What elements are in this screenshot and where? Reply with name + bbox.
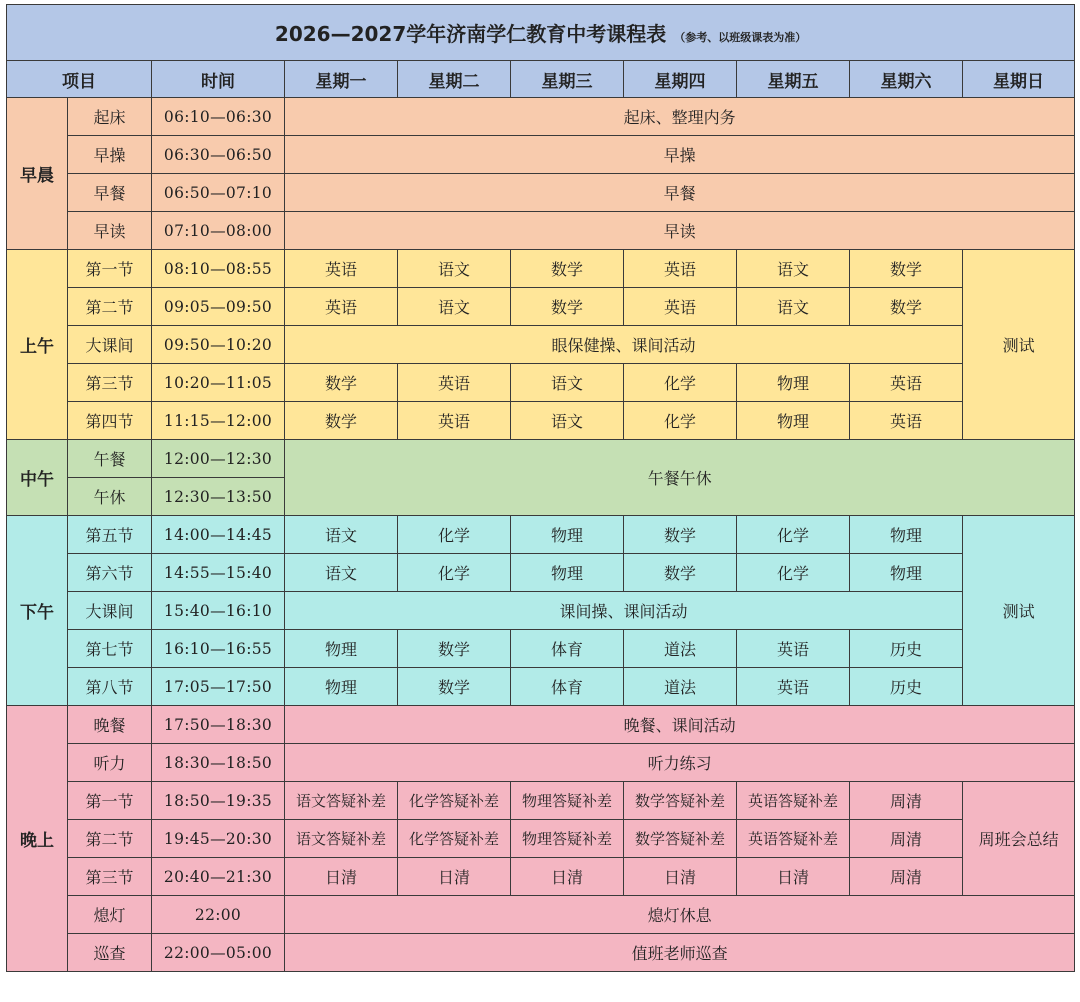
row-time: 22:00—05:00: [152, 934, 285, 972]
row-time: 20:40—21:30: [152, 858, 285, 896]
row-time: 16:10—16:55: [152, 630, 285, 668]
class-cell: 化学: [398, 516, 511, 554]
class-cell: 物理: [511, 516, 624, 554]
row-item: 午休: [68, 478, 152, 516]
header-sun: 星期日: [963, 61, 1075, 98]
header-tue: 星期二: [398, 61, 511, 98]
class-cell: 数学: [624, 516, 737, 554]
row-item: 第三节: [68, 364, 152, 402]
row-item: 第五节: [68, 516, 152, 554]
row-item: 晚餐: [68, 706, 152, 744]
header-thu: 星期四: [624, 61, 737, 98]
class-cell: 数学: [398, 630, 511, 668]
row-time: 11:15—12:00: [152, 402, 285, 440]
table-row: [7, 516, 1075, 554]
sunday-evening-cell: 周班会总结: [963, 782, 1075, 896]
sunday-pm-cell: 测试: [963, 516, 1075, 706]
class-cell: 数学: [285, 364, 398, 402]
class-cell: 英语: [850, 402, 963, 440]
row-item: 第三节: [68, 858, 152, 896]
class-cell: 语文: [737, 288, 850, 326]
row-time: 18:50—19:35: [152, 782, 285, 820]
class-cell: 数学: [624, 554, 737, 592]
table-row: [7, 782, 1075, 820]
table-row: [7, 820, 1075, 858]
table-row: [7, 858, 1075, 896]
row-activity: 听力练习: [285, 744, 1075, 782]
class-cell: 数学: [850, 250, 963, 288]
row-activity: 眼保健操、课间活动: [285, 326, 963, 364]
class-cell: 语文答疑补差: [285, 782, 398, 820]
title-note: （参考、以班级课表为准）: [674, 31, 807, 44]
row-activity: 早餐: [285, 174, 1075, 212]
row-item: 第一节: [68, 250, 152, 288]
row-time: 06:10—06:30: [152, 98, 285, 136]
table-row: [7, 136, 1075, 174]
row-item: 第一节: [68, 782, 152, 820]
row-time: 22:00: [152, 896, 285, 934]
table-row: [7, 250, 1075, 288]
row-item: 巡查: [68, 934, 152, 972]
class-cell: 日清: [285, 858, 398, 896]
period-label-noon: 中午: [7, 440, 68, 516]
header-fri: 星期五: [737, 61, 850, 98]
row-item: 起床: [68, 98, 152, 136]
table-row: [7, 288, 1075, 326]
table-title: [7, 5, 1075, 61]
class-cell: 语文答疑补差: [285, 820, 398, 858]
row-item: 听力: [68, 744, 152, 782]
class-cell: 体育: [511, 630, 624, 668]
class-cell: 语文: [398, 250, 511, 288]
table-row: [7, 402, 1075, 440]
row-item: 早读: [68, 212, 152, 250]
class-cell: 化学: [624, 402, 737, 440]
class-cell: 历史: [850, 630, 963, 668]
table-row: [7, 440, 1075, 478]
class-cell: 英语: [737, 668, 850, 706]
table-row: [7, 592, 1075, 630]
period-label-pm: 下午: [7, 516, 68, 706]
class-cell: 数学答疑补差: [624, 782, 737, 820]
class-cell: 体育: [511, 668, 624, 706]
class-cell: 数学: [285, 402, 398, 440]
row-time: 10:20—11:05: [152, 364, 285, 402]
class-cell: 日清: [624, 858, 737, 896]
class-cell: 日清: [511, 858, 624, 896]
class-cell: 语文: [511, 402, 624, 440]
class-cell: 物理: [511, 554, 624, 592]
row-time: 14:00—14:45: [152, 516, 285, 554]
row-time: 17:05—17:50: [152, 668, 285, 706]
class-cell: 道法: [624, 668, 737, 706]
class-cell: 物理: [850, 516, 963, 554]
class-cell: 物理: [737, 402, 850, 440]
row-activity: 值班老师巡查: [285, 934, 1075, 972]
header-item: 项目: [7, 61, 152, 98]
row-time: 12:30—13:50: [152, 478, 285, 516]
row-time: 07:10—08:00: [152, 212, 285, 250]
class-cell: 历史: [850, 668, 963, 706]
class-cell: 语文: [285, 554, 398, 592]
table-row: [7, 934, 1075, 972]
header-wed: 星期三: [511, 61, 624, 98]
class-cell: 语文: [511, 364, 624, 402]
class-cell: 物理: [737, 364, 850, 402]
table-row: [7, 212, 1075, 250]
class-cell: 数学: [850, 288, 963, 326]
class-cell: 英语答疑补差: [737, 782, 850, 820]
class-cell: 数学: [511, 288, 624, 326]
class-cell: 英语答疑补差: [737, 820, 850, 858]
sunday-am-cell: 测试: [963, 250, 1075, 440]
row-activity: 晚餐、课间活动: [285, 706, 1075, 744]
period-label-am: 上午: [7, 250, 68, 440]
row-activity: 熄灯休息: [285, 896, 1075, 934]
table-row: [7, 630, 1075, 668]
class-cell: 英语: [624, 250, 737, 288]
class-cell: 英语: [624, 288, 737, 326]
class-cell: 物理: [285, 630, 398, 668]
class-cell: 物理: [285, 668, 398, 706]
class-cell: 数学答疑补差: [624, 820, 737, 858]
row-time: 09:50—10:20: [152, 326, 285, 364]
row-item: 大课间: [68, 326, 152, 364]
row-time: 08:10—08:55: [152, 250, 285, 288]
class-cell: 化学: [624, 364, 737, 402]
header-time: 时间: [152, 61, 285, 98]
header-sat: 星期六: [850, 61, 963, 98]
table-row: [7, 364, 1075, 402]
row-item: 第二节: [68, 288, 152, 326]
row-time: 06:50—07:10: [152, 174, 285, 212]
class-cell: 数学: [511, 250, 624, 288]
title-text: 2026—2027学年济南学仁教育中考课程表: [274, 22, 667, 46]
class-cell: 英语: [850, 364, 963, 402]
row-item: 大课间: [68, 592, 152, 630]
class-cell: 数学: [398, 668, 511, 706]
row-time: 18:30—18:50: [152, 744, 285, 782]
row-time: 06:30—06:50: [152, 136, 285, 174]
table-row: [7, 896, 1075, 934]
class-cell: 物理: [850, 554, 963, 592]
row-item: 第四节: [68, 402, 152, 440]
class-cell: 周清: [850, 782, 963, 820]
class-cell: 化学答疑补差: [398, 782, 511, 820]
row-time: 19:45—20:30: [152, 820, 285, 858]
table-row: [7, 554, 1075, 592]
row-item: 早餐: [68, 174, 152, 212]
class-cell: 日清: [737, 858, 850, 896]
schedule-table: [6, 4, 1075, 972]
row-activity: 课间操、课间活动: [285, 592, 963, 630]
row-item: 第六节: [68, 554, 152, 592]
header-mon: 星期一: [285, 61, 398, 98]
row-item: 第七节: [68, 630, 152, 668]
table-row: [7, 744, 1075, 782]
class-cell: 语文: [737, 250, 850, 288]
row-time: 17:50—18:30: [152, 706, 285, 744]
class-cell: 物理答疑补差: [511, 820, 624, 858]
class-cell: 英语: [398, 402, 511, 440]
class-cell: 英语: [285, 288, 398, 326]
class-cell: 英语: [285, 250, 398, 288]
class-cell: 英语: [398, 364, 511, 402]
row-time: 12:00—12:30: [152, 440, 285, 478]
class-cell: 英语: [737, 630, 850, 668]
class-cell: 化学答疑补差: [398, 820, 511, 858]
table-row: [7, 668, 1075, 706]
row-activity: 午餐午休: [285, 440, 1075, 516]
class-cell: 化学: [737, 554, 850, 592]
class-cell: 语文: [398, 288, 511, 326]
class-cell: 化学: [398, 554, 511, 592]
class-cell: 物理答疑补差: [511, 782, 624, 820]
class-cell: 道法: [624, 630, 737, 668]
period-label-evening: 晚上: [7, 706, 68, 972]
row-activity: 早读: [285, 212, 1075, 250]
class-cell: 周清: [850, 858, 963, 896]
row-item: 第八节: [68, 668, 152, 706]
row-time: 14:55—15:40: [152, 554, 285, 592]
table-row: [7, 326, 1075, 364]
class-cell: 化学: [737, 516, 850, 554]
row-item: 熄灯: [68, 896, 152, 934]
row-time: 09:05—09:50: [152, 288, 285, 326]
row-activity: 起床、整理内务: [285, 98, 1075, 136]
row-activity: 早操: [285, 136, 1075, 174]
class-cell: 日清: [398, 858, 511, 896]
row-item: 早操: [68, 136, 152, 174]
row-item: 第二节: [68, 820, 152, 858]
table-row: [7, 98, 1075, 136]
table-row: [7, 174, 1075, 212]
table-row: [7, 706, 1075, 744]
class-cell: 周清: [850, 820, 963, 858]
period-label-morning: 早晨: [7, 98, 68, 250]
row-item: 午餐: [68, 440, 152, 478]
row-time: 15:40—16:10: [152, 592, 285, 630]
class-cell: 语文: [285, 516, 398, 554]
